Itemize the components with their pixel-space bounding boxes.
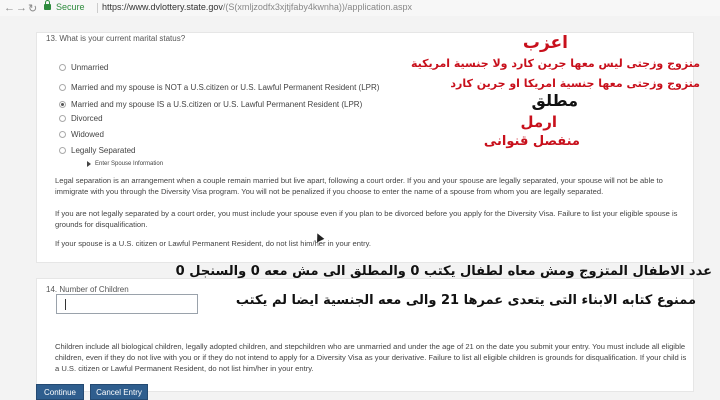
url-host: https://www.dvlottery.state.gov <box>102 2 223 12</box>
address-bar[interactable] <box>102 2 412 12</box>
divider <box>97 3 98 13</box>
radio-button-selected[interactable] <box>59 101 66 108</box>
radio-button[interactable] <box>59 115 66 122</box>
option-unmarried[interactable]: Unmarried <box>59 63 108 72</box>
annotation-children-count: عدد الاطفال المتزوج ومش معاه لطفال يكتب 0 والمطلق الى مش معه 0 والسنجل 0 <box>175 264 712 279</box>
question-title: 14. Number of Children <box>46 285 129 294</box>
legal-separation-note: Legal separation is an arrangement when a couple remain married but live apart, following a court order. If you and your spouse are legally separated, your spouse will not be able to immigrate with you through the Diversity Visa program. You will not be penalized if you choose to enter the name of a spouse from whom you are legally separated. <box>55 176 663 196</box>
radio-button[interactable] <box>59 131 66 138</box>
children-count-input[interactable] <box>56 294 198 314</box>
option-legally-separated[interactable]: Legally Separated <box>59 146 136 155</box>
secure-label: Secure <box>56 2 85 12</box>
annotation-separated: منفصل قنوانى <box>483 134 580 149</box>
annotation-single: اعزب <box>522 33 568 53</box>
spouse-citizen-note: If your spouse is a U.S. citizen or Lawful Permanent Resident, do not list him/her in your entry. <box>55 239 371 248</box>
annotation-divorced: مطلق <box>531 91 578 110</box>
triangle-right-icon <box>87 161 91 167</box>
lock-icon <box>44 4 51 10</box>
radio-button[interactable] <box>59 147 66 154</box>
question-title: 13. What is your current marital status? <box>46 34 186 43</box>
forward-icon[interactable]: → <box>16 2 27 14</box>
option-married-not-citizen[interactable]: Married and my spouse is NOT a U.S.citizen or U.S. Lawful Permanent Resident (LPR) <box>59 83 379 92</box>
radio-button[interactable] <box>59 84 66 91</box>
continue-button[interactable]: Continue <box>36 384 84 400</box>
reload-icon[interactable]: ↻ <box>28 3 38 15</box>
annotation-children-rule: ممنوع كتابه الابناء التى يتعدى عمرها 21 والى معه الجنسية ايضا لم يكتب <box>235 293 696 308</box>
text-caret <box>65 299 66 310</box>
cancel-entry-button[interactable]: Cancel Entry <box>90 384 148 400</box>
url-path: /(S(xmljzodfx3xjtjfaby4kwnha))/application.aspx <box>222 2 412 12</box>
enter-spouse-info-link[interactable]: Enter Spouse Information <box>87 161 163 167</box>
option-married-citizen[interactable]: Married and my spouse IS a U.S.citizen or U.S. Lawful Permanent Resident (LPR) <box>59 100 362 109</box>
annotation-widowed: ارمل <box>520 113 557 131</box>
annotation-married-not: متزوج وزجتى ليس معها جرين كارد ولا جنسية امريكية <box>410 57 700 70</box>
application-page <box>0 16 720 400</box>
radio-button[interactable] <box>59 64 66 71</box>
back-icon[interactable]: ← <box>4 2 15 14</box>
annotation-married-is: متزوج وزجتى معها جنسية امريكا او جرين كارد <box>450 77 700 90</box>
children-note: Children include all biological children, legally adopted children, and stepchildren who are unmarried and under the age of 21 on the date you submit your entry. You must include all eligible children, even if they do not live with you or if they do not intend to apply for a Diversity Visa as your derivative. Failure to list all eligible children is grounds for disqualification. If your child is a U.S. citizen or Lawful Permanent Resident, do not list him/her in your entry. <box>55 342 687 373</box>
spouse-requirement-note: If you are not legally separated by a court order, you must include your spouse even if you plan to be divorced before you apply for the Diversity Visa. Failure to list your eligible spouse is grounds for disqualification. <box>55 209 678 229</box>
browser-toolbar <box>0 0 720 17</box>
option-widowed[interactable]: Widowed <box>59 130 104 139</box>
option-divorced[interactable]: Divorced <box>59 114 103 123</box>
